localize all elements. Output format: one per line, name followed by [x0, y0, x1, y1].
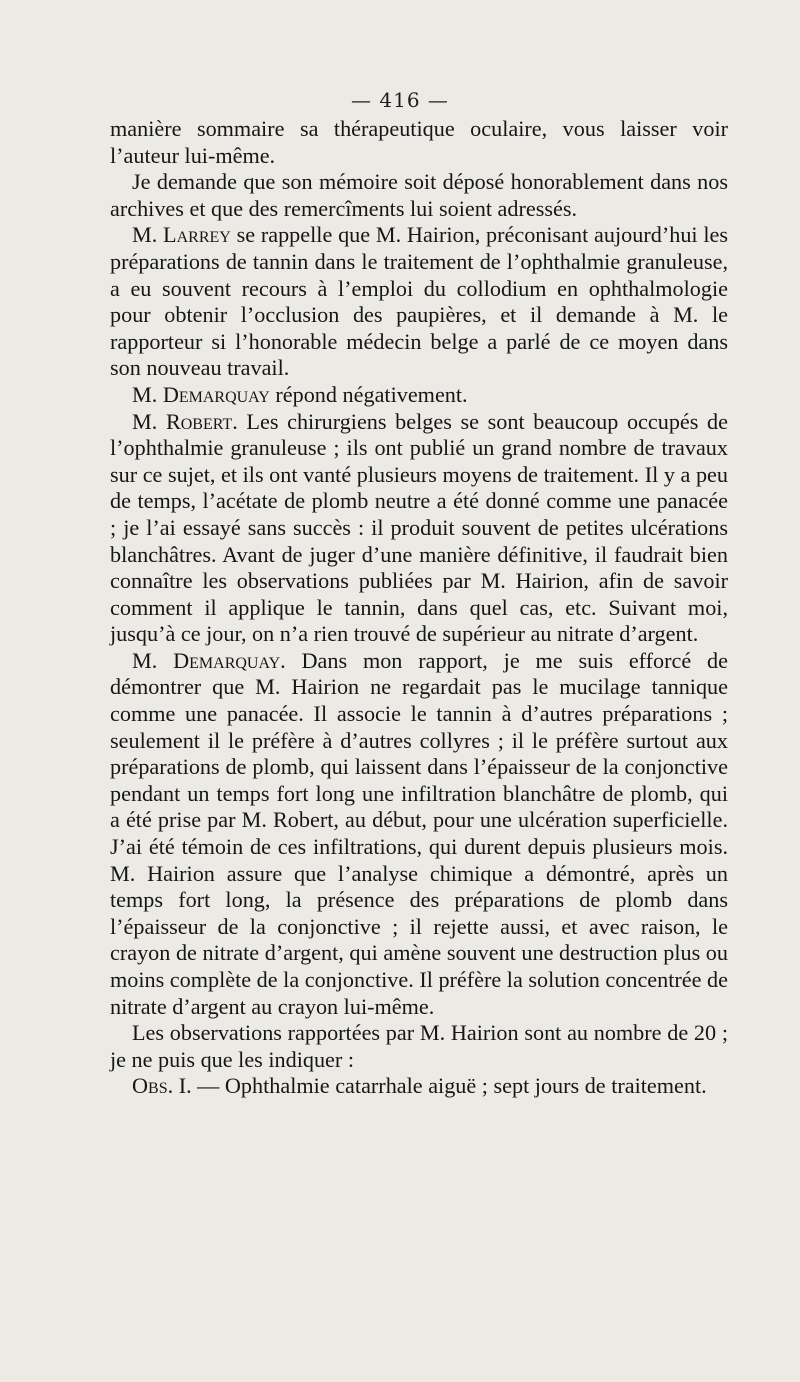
speaker-name: Demarquay	[162, 381, 270, 407]
paragraph-robert	[110, 409, 728, 648]
speaker-name: Larrey	[163, 222, 231, 248]
text-run: M.	[132, 381, 163, 407]
text-run: se rappelle que M. Hairion, préconisant aujourd’hui les préparations de tannin dans le traitement de l’ophthalmie granuleuse, a eu souvent recours à l’emploi du collodium en ophthalmologie pour obtenir l’occlusion des paupières, et il demande à M. le rapporteur si l’honorable médecin belge a parlé de ce moyen dans son nouveau travail.	[110, 222, 728, 381]
speaker-name: Robert	[165, 408, 233, 434]
text-run: Je demande que son mémoire soit déposé honorablement dans nos archives et que des remercîments lui soient adressés.	[110, 169, 728, 221]
text-run: répond négativement.	[269, 381, 468, 407]
paragraph-continuation	[110, 116, 728, 169]
body-text	[110, 116, 728, 1100]
text-run: . I. — Ophthalmie catarrhale aiguë ; sept jours de traitement.	[167, 1073, 707, 1099]
speaker-name: Demarquay	[173, 647, 281, 673]
paragraph-larrey	[110, 222, 728, 382]
paragraph-obs-1	[110, 1073, 728, 1100]
paragraph-demande-depot	[110, 169, 728, 222]
text-run: M.	[132, 647, 174, 673]
paragraph-demarquay-rapport	[110, 648, 728, 1020]
text-run: Les observations rapportées par M. Hairion sont au nombre de 20 ; je ne puis que les indiquer :	[110, 1020, 728, 1072]
paragraph-demarquay-reponse	[110, 382, 728, 409]
text-run: M.	[132, 222, 164, 248]
speaker-name: Obs	[132, 1073, 168, 1099]
text-run: . Dans mon rapport, je me suis efforcé de démontrer que M. Hairion ne regardait pas le mucilage tannique comme une panacée. Il associe le tannin à d’autres préparations ; seulement il le préfère à d’autres collyres ; il le préfère surtout aux préparations de plomb, qui laissent dans l’épaisseur de la conjonctive pendant un temps fort long une infiltration blanchâtre de plomb, qui a été prise par M. Robert, au début, pour une ulcération superficielle. J’ai été témoin de ces infiltrations, qui durent depuis plusieurs mois. M. Hairion assure que l’analyse chimique a démontré, après un temps fort long, la présence des préparations de plomb dans l’épaisseur de la conjonctive ; il rejette aussi, et avec raison, le crayon de nitrate d’argent, qui amène souvent une destruction plus ou moins complète de la conjonctive. Il préfère la solution concentrée de nitrate d’argent au crayon lui-même.	[110, 647, 729, 1019]
paragraph-observations	[110, 1020, 728, 1073]
text-run: M.	[132, 408, 166, 434]
page-number: — 416 —	[351, 88, 449, 112]
text-run: . Les chirurgiens belges se sont beaucoup occupés de l’ophthalmie granuleuse ; ils ont publié un grand nombre de travaux sur ce sujet, et ils ont vanté plusieurs moyens de traitement. Il y a peu de temps, l’acétate de plomb neutre a été donné comme une panacée ; je l’ai essayé sans succès : il produit souvent de petites ulcérations blanchâtres. Avant de juger d’une manière définitive, il faudrait bien connaître les observations publiées par M. Hairion, afin de savoir comment il applique le tannin, dans quel cas, etc. Suivant moi, jusqu’à ce jour, on n’a rien trouvé de supérieur au nitrate d’argent.	[110, 408, 728, 647]
text-run: manière sommaire sa thérapeutique oculaire, vous laisser voir l’auteur lui-même.	[110, 116, 728, 168]
